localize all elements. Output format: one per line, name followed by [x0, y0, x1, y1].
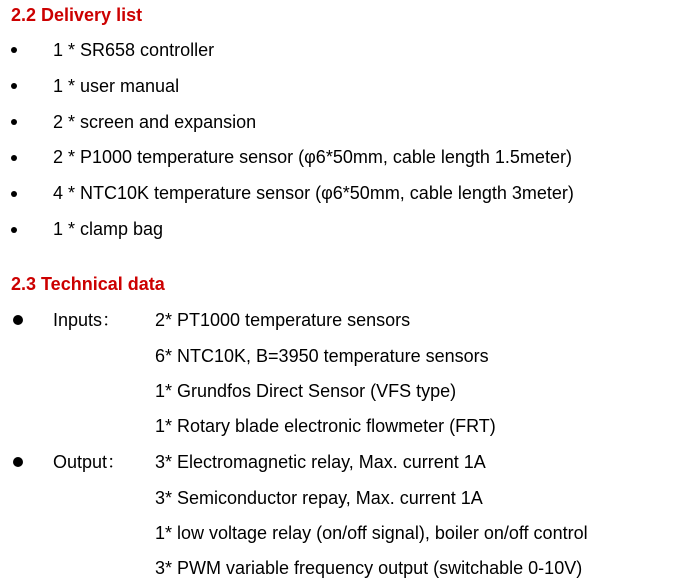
input-spec-line: 2* PT1000 temperature sensors	[155, 310, 411, 330]
input-spec-line: 6* NTC10K, B=3950 temperature sensors	[155, 346, 489, 366]
technical-data-heading: 2.3 Technical data	[11, 274, 165, 294]
bullet-icon	[11, 83, 17, 89]
output-label: Output：	[53, 452, 126, 472]
bullet-icon	[11, 47, 17, 53]
output-spec-line: 3* PWM variable frequency output (switchable 0-10V)	[155, 558, 583, 578]
bullet-icon	[13, 457, 23, 467]
output-spec-line: 3* Semiconductor repay, Max. current 1A	[155, 488, 483, 508]
delivery-item: 1 * user manual	[53, 76, 180, 96]
delivery-item: 2 * P1000 temperature sensor (φ6*50mm, cable length 1.5meter)	[53, 147, 572, 167]
input-spec-line: 1* Grundfos Direct Sensor (VFS type)	[155, 381, 457, 401]
bullet-icon	[11, 155, 17, 161]
delivery-item: 4 * NTC10K temperature sensor (φ6*50mm, cable length 3meter)	[53, 183, 574, 203]
bullet-icon	[11, 227, 17, 233]
output-spec-line: 1* low voltage relay (on/off signal), boiler on/off control	[155, 523, 588, 543]
input-spec-line: 1* Rotary blade electronic flowmeter (FRT)	[155, 416, 496, 436]
delivery-item: 1 * clamp bag	[53, 219, 164, 239]
output-spec-line: 3* Electromagnetic relay, Max. current 1A	[155, 452, 486, 472]
inputs-label: Inputs：	[53, 310, 121, 330]
bullet-icon	[13, 315, 23, 325]
delivery-item: 1 * SR658 controller	[53, 40, 215, 60]
bullet-icon	[11, 191, 17, 197]
delivery-list-heading: 2.2 Delivery list	[11, 5, 143, 25]
bullet-icon	[11, 119, 17, 125]
delivery-item: 2 * screen and expansion	[53, 112, 257, 132]
